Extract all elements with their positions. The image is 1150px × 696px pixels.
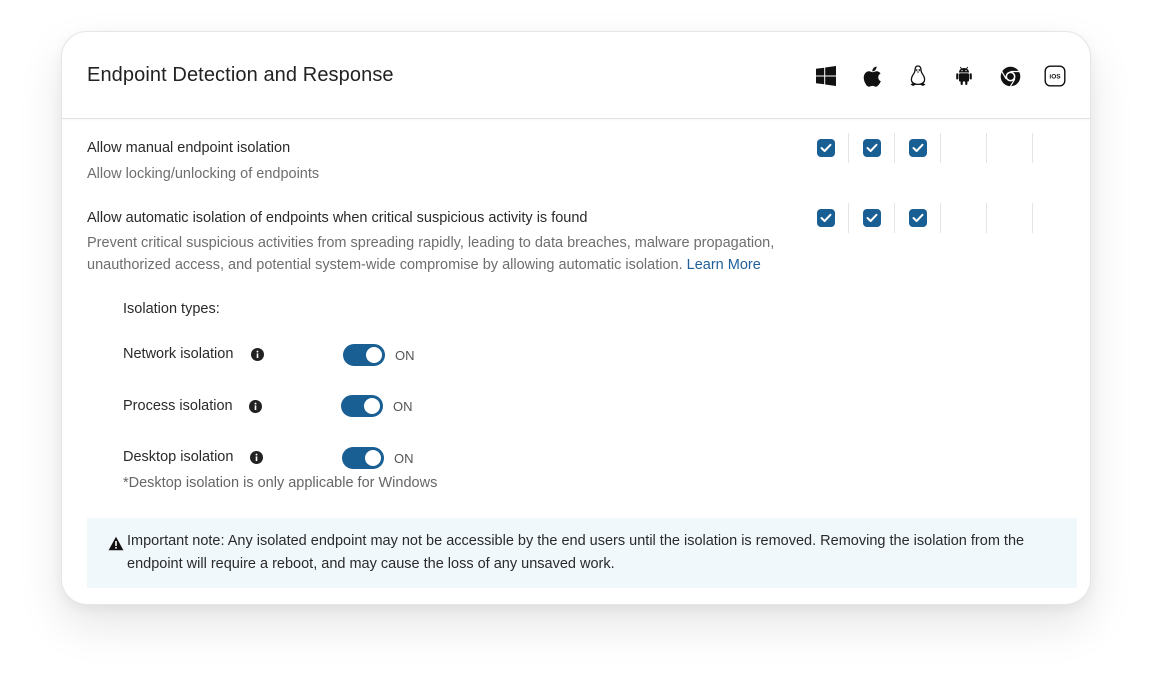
isolation-types-heading: Isolation types: — [123, 301, 220, 317]
important-note-text — [127, 530, 1067, 576]
ios-badge-text: iOS — [1049, 73, 1061, 81]
check-icon — [912, 213, 924, 223]
panel-title: Endpoint Detection and Response — [87, 64, 394, 86]
desktop-isolation-state: ON — [394, 451, 414, 466]
important-note-line2: endpoint will require a reboot, and may cause the loss of any unsaved work. — [127, 556, 615, 572]
desktop-isolation-footnote: *Desktop isolation is only applicable for Windows — [123, 475, 438, 491]
important-note-line1: Important note: Any isolated endpoint may not be accessible by the end users until the isolation is removed. Removing the isolation from the — [127, 533, 1025, 549]
manual-isolation-description: Allow locking/unlocking of endpoints — [87, 166, 320, 182]
column-divider — [940, 133, 941, 163]
info-icon[interactable] — [250, 451, 263, 464]
auto-isolation-description — [87, 232, 827, 276]
warning-icon — [108, 536, 124, 551]
auto-windows-checkbox[interactable] — [817, 209, 835, 227]
manual-windows-checkbox[interactable] — [817, 139, 835, 157]
chrome-icon — [999, 65, 1021, 87]
ios-icon — [1044, 65, 1066, 87]
auto-isolation-description-line1: Prevent critical suspicious activities from spreading rapidly, leading to data breaches, malware propagation, — [87, 235, 775, 251]
manual-isolation-title: Allow manual endpoint isolation — [87, 140, 291, 156]
edr-settings-card — [61, 31, 1091, 605]
linux-icon — [907, 65, 929, 87]
column-divider — [986, 133, 987, 163]
process-isolation-state: ON — [393, 399, 413, 414]
check-icon — [820, 143, 832, 153]
auto-macos-checkbox[interactable] — [863, 209, 881, 227]
column-divider — [940, 203, 941, 233]
apple-icon — [861, 65, 883, 87]
column-divider — [894, 133, 895, 163]
toggle-knob — [365, 450, 381, 466]
auto-isolation-description-text: unauthorized access, and potential system-wide compromise by allowing automatic isolation. — [87, 257, 683, 273]
check-icon — [866, 143, 878, 153]
network-isolation-label: Network isolation — [123, 346, 234, 362]
column-divider — [848, 203, 849, 233]
network-isolation-state: ON — [395, 348, 415, 363]
auto-isolation-title: Allow automatic isolation of endpoints when critical suspicious activity is found — [87, 210, 588, 226]
check-icon — [912, 143, 924, 153]
column-divider — [894, 203, 895, 233]
card-header — [62, 32, 1090, 119]
check-icon — [866, 213, 878, 223]
check-icon — [820, 213, 832, 223]
toggle-knob — [364, 398, 380, 414]
auto-isolation-description-line2 — [87, 254, 827, 276]
auto-linux-checkbox[interactable] — [909, 209, 927, 227]
windows-icon — [815, 65, 837, 87]
desktop-isolation-toggle[interactable] — [342, 447, 384, 469]
process-isolation-label: Process isolation — [123, 398, 233, 414]
process-isolation-toggle[interactable] — [341, 395, 383, 417]
info-icon[interactable] — [249, 400, 262, 413]
info-icon[interactable] — [251, 348, 264, 361]
column-divider — [986, 203, 987, 233]
column-divider — [848, 133, 849, 163]
android-icon — [953, 65, 975, 87]
toggle-knob — [366, 347, 382, 363]
manual-linux-checkbox[interactable] — [909, 139, 927, 157]
desktop-isolation-label: Desktop isolation — [123, 449, 234, 465]
column-divider — [1032, 203, 1033, 233]
column-divider — [1032, 133, 1033, 163]
important-note — [87, 518, 1077, 588]
learn-more-link[interactable]: Learn More — [686, 257, 761, 273]
network-isolation-toggle[interactable] — [343, 344, 385, 366]
manual-macos-checkbox[interactable] — [863, 139, 881, 157]
